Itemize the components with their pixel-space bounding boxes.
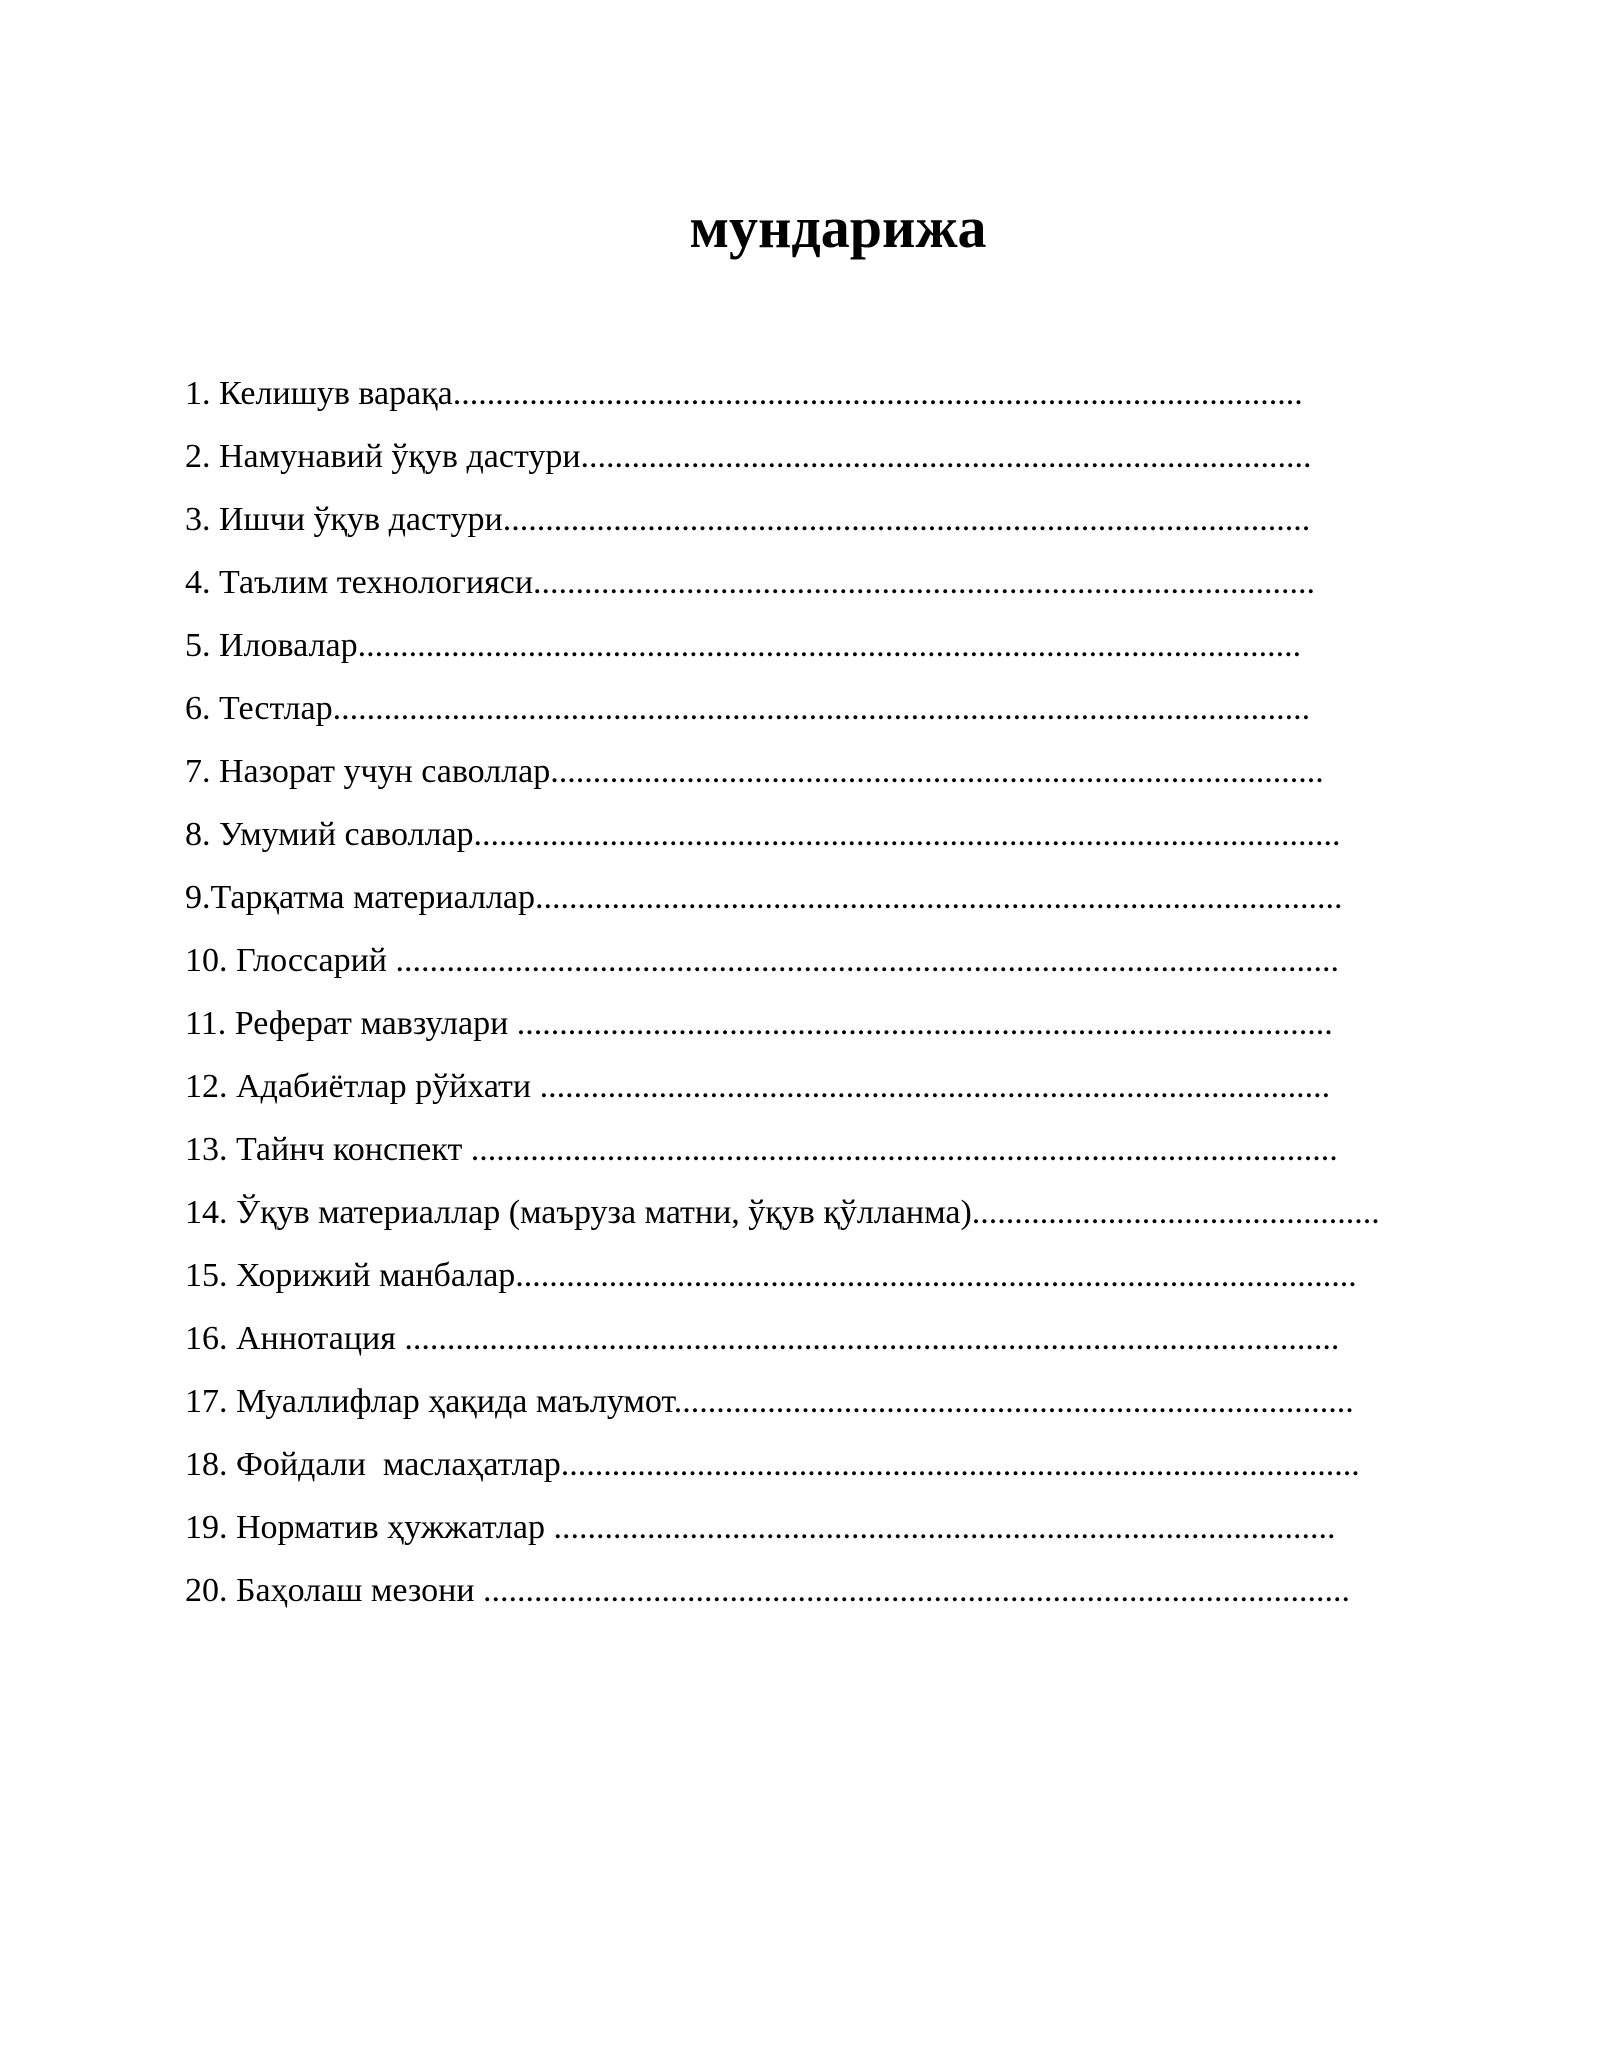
toc-item-19: 19. Норматив ҳужжатлар ............................................................................................ [185, 1509, 1336, 1546]
toc-item-9: 9.Тарқатма материаллар............................................................................................... [185, 879, 1343, 916]
toc-item-20: 20. Баҳолаш мезони ...................................................................................................... [185, 1572, 1351, 1609]
toc-item-4: 4. Таълим технологияси............................................................................................ [185, 564, 1316, 601]
toc-item-5: 5. Иловалар............................................................................................................... [185, 627, 1302, 664]
toc-item-13: 13. Тайнч конспект ...................................................................................................... [185, 1131, 1338, 1168]
toc-item-10: 10. Глоссарий ............................................................................................................... [185, 942, 1339, 979]
toc-item-11: 11. Реферат мавзулари ................................................................................................ [185, 1005, 1333, 1042]
toc-item-2: 2. Намунавий ўқув дастури...................................................................................... [185, 438, 1312, 475]
toc-item-3: 3. Ишчи ўқув дастури............................................................................................... [185, 501, 1311, 538]
table-of-contents [185, 362, 1380, 1622]
toc-item-18: 18. Фойдали маслаҳатлар.............................................................................................. [185, 1446, 1360, 1483]
toc-item-14: 14. Ўқув материаллар (маъруза матни, ўқув қўлланма)................................................ [185, 1194, 1380, 1231]
toc-item-6: 6. Тестлар................................................................................................................... [185, 690, 1311, 727]
toc-item-1: 1. Келишув варақа.................................................................................................... [185, 375, 1303, 412]
page-title: мундарижа [689, 195, 987, 260]
toc-item-8: 8. Умумий саволлар...................................................................................................... [185, 816, 1341, 853]
toc-item-12: 12. Адабиётлар рўйхати ............................................................................................. [185, 1068, 1331, 1105]
toc-item-17: 17. Муаллифлар ҳақида маълумот................................................................................ [185, 1383, 1354, 1420]
toc-item-7: 7. Назорат учун саволлар........................................................................................... [185, 753, 1324, 790]
toc-item-16: 16. Аннотация .............................................................................................................. [185, 1320, 1340, 1357]
toc-item-15: 15. Хорижий манбалар................................................................................................... [185, 1257, 1357, 1294]
